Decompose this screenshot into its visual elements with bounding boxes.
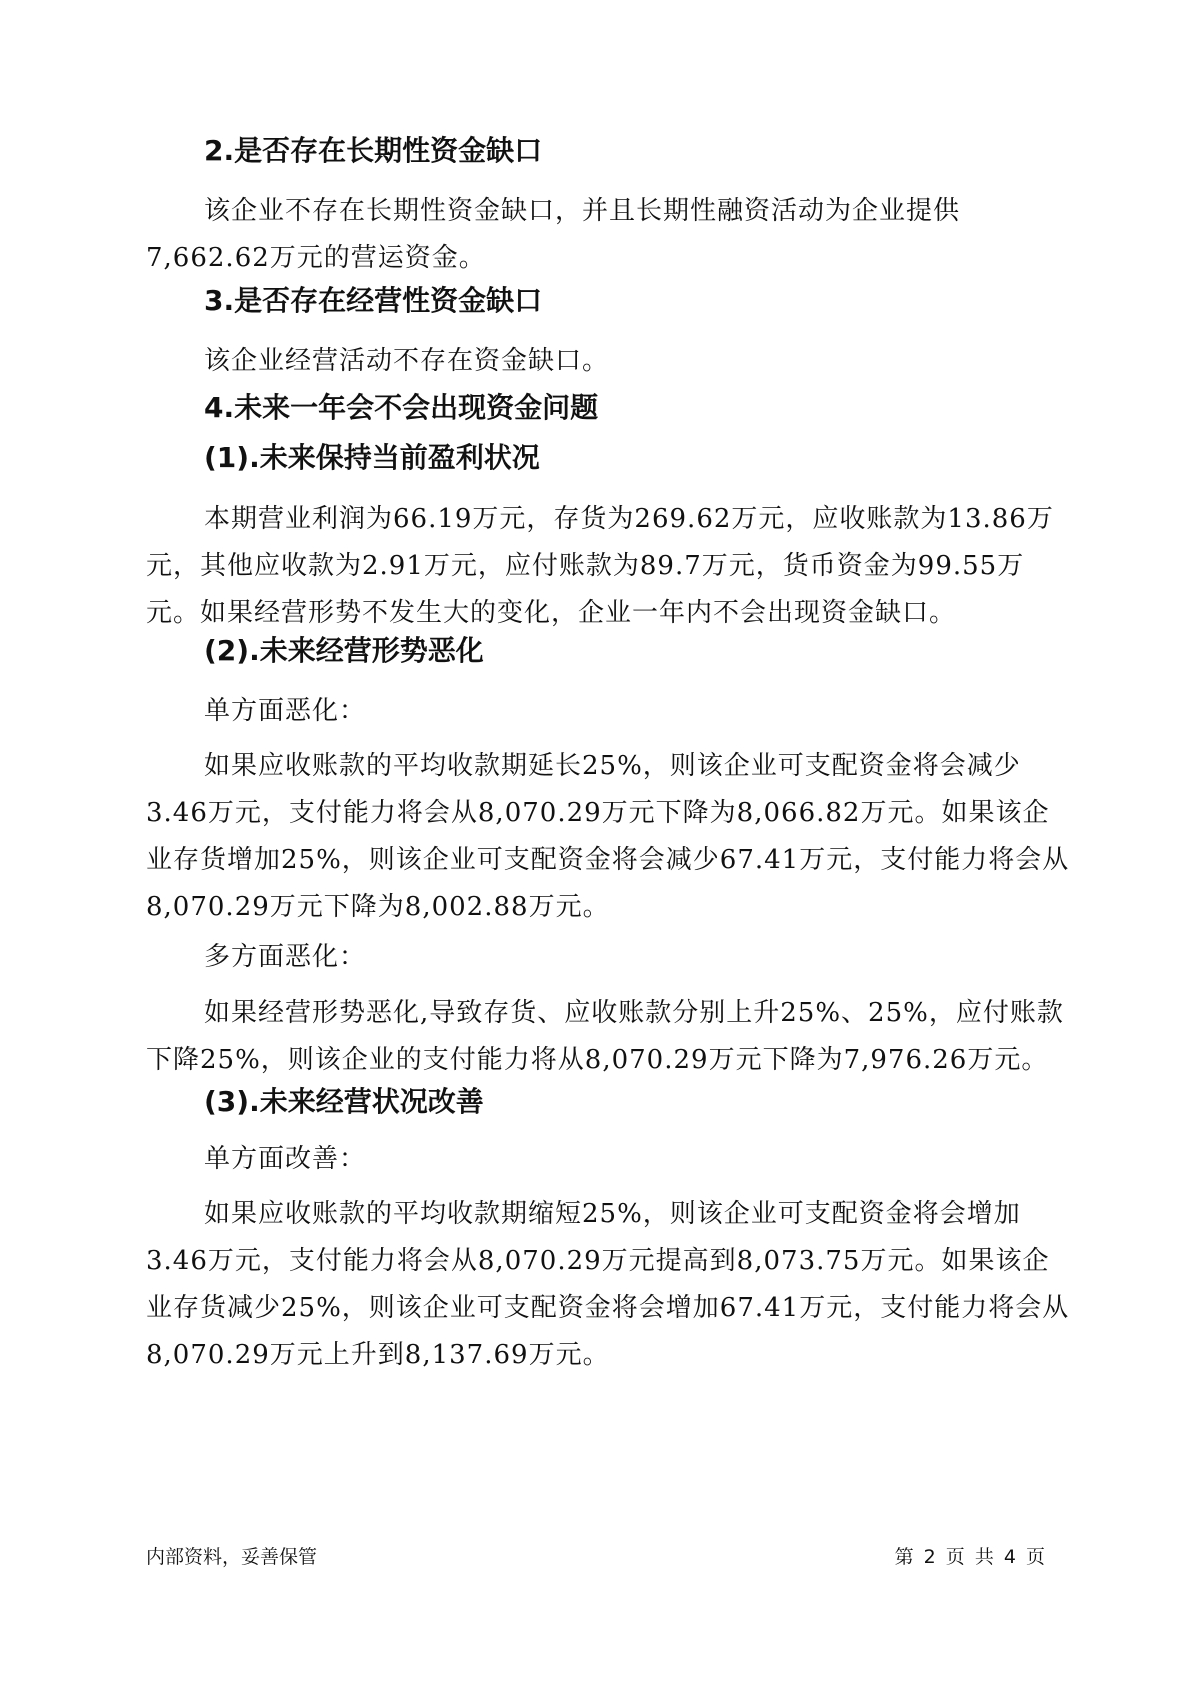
label-single-improvement: 单方面改善： — [204, 1144, 367, 1174]
label-single-deterioration: 单方面恶化： — [204, 696, 367, 726]
section-heading-long-term-gap: 2.是否存在长期性资金缺口 — [204, 134, 543, 167]
footer-page-number: 第 2 页 共 4 页 — [894, 1546, 1045, 1568]
paragraph-long-term-gap: 该企业不存在长期性资金缺口，并且长期性融资活动为企业提供7,662.62万元的营运资金。 — [146, 196, 961, 273]
subsection-heading-current-profit: (1).未来保持当前盈利状况 — [204, 441, 540, 474]
paragraph-operating-gap: 该企业经营活动不存在资金缺口。 — [204, 346, 610, 376]
label-multi-deterioration: 多方面恶化： — [204, 942, 367, 972]
footer-confidential-note: 内部资料，妥善保管 — [146, 1546, 318, 1568]
paragraph-current-profit: 本期营业利润为66.19万元，存货为269.62万元，应收账款为13.86万元，其他应收款为2.91万元，应付账款为89.7万元，货币资金为99.55万元。如果经营形势不发生大的变化，企业一年内不会出现资金缺口。 — [146, 504, 1054, 628]
subsection-heading-improvement: (3).未来经营状况改善 — [204, 1085, 484, 1118]
paragraph-single-improvement: 如果应收账款的平均收款期缩短25%，则该企业可支配资金将会增加3.46万元，支付能力将会从8,070.29万元提高到8,073.75万元。如果该企业存货减少25%，则该企业可支配资金将会增加67.41万元，支付能力将会从8,070.29万元上升到8,137.69万元。 — [146, 1199, 1070, 1370]
section-heading-next-year: 4.未来一年会不会出现资金问题 — [204, 391, 599, 424]
paragraph-single-deterioration: 如果应收账款的平均收款期延长25%，则该企业可支配资金将会减少3.46万元，支付能力将会从8,070.29万元下降为8,066.82万元。如果该企业存货增加25%，则该企业可支配资金将会减少67.41万元，支付能力将会从8,070.29万元下降为8,002.88万元。 — [146, 751, 1070, 922]
section-heading-operating-gap: 3.是否存在经营性资金缺口 — [204, 284, 543, 317]
paragraph-multi-deterioration: 如果经营形势恶化,导致存货、应收账款分别上升25%、25%，应付账款下降25%，则该企业的支付能力将从8,070.29万元下降为7,976.26万元。 — [146, 998, 1064, 1075]
subsection-heading-deterioration: (2).未来经营形势恶化 — [204, 634, 484, 667]
